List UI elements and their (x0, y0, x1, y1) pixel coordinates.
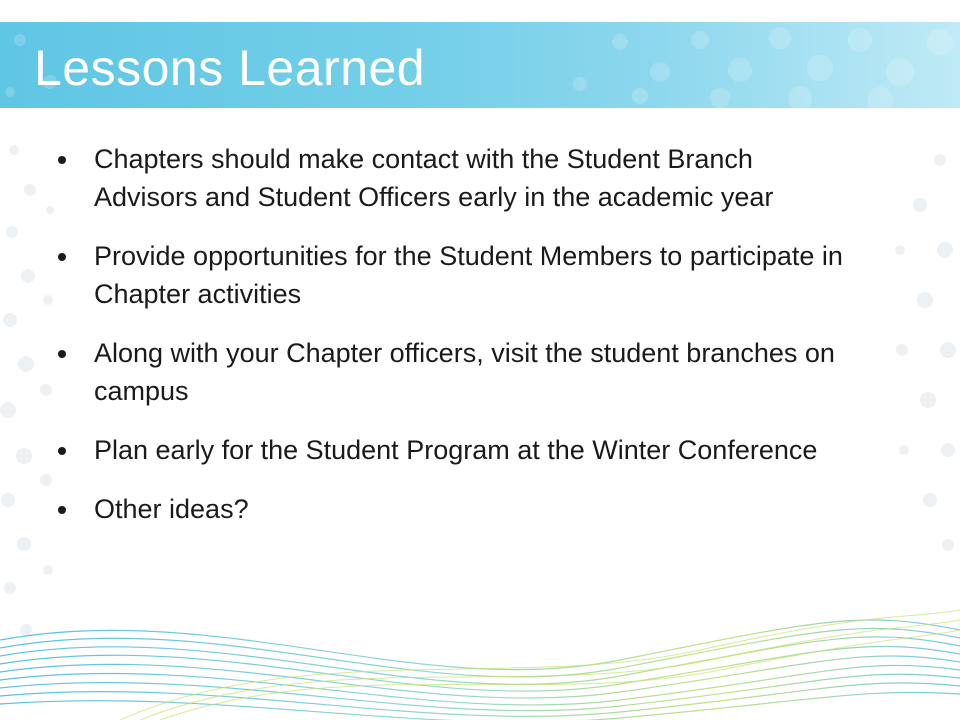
bullet-text: Chapters should make contact with the Student Branch Advisors and Student Officers early in the academic year (94, 144, 774, 212)
slide-title: Lessons Learned (34, 40, 426, 96)
bullet-item (58, 334, 858, 410)
bullet-item (58, 237, 858, 313)
bullet-text: Other ideas? (94, 494, 249, 524)
bullet-dot-icon (58, 506, 66, 514)
bullet-list (58, 140, 858, 549)
bullet-dot-icon (58, 350, 66, 358)
bullet-dot-icon (58, 447, 66, 455)
bullet-text: Provide opportunities for the Student Members to participate in Chapter activities (94, 241, 843, 309)
bullet-text: Plan early for the Student Program at the Winter Conference (94, 435, 818, 465)
bullet-dot-icon (58, 253, 66, 261)
bullet-item (58, 140, 858, 216)
bullet-item (58, 490, 858, 528)
bullet-item (58, 431, 858, 469)
bullet-dot-icon (58, 156, 66, 164)
bullet-text: Along with your Chapter officers, visit the student branches on campus (94, 338, 835, 406)
